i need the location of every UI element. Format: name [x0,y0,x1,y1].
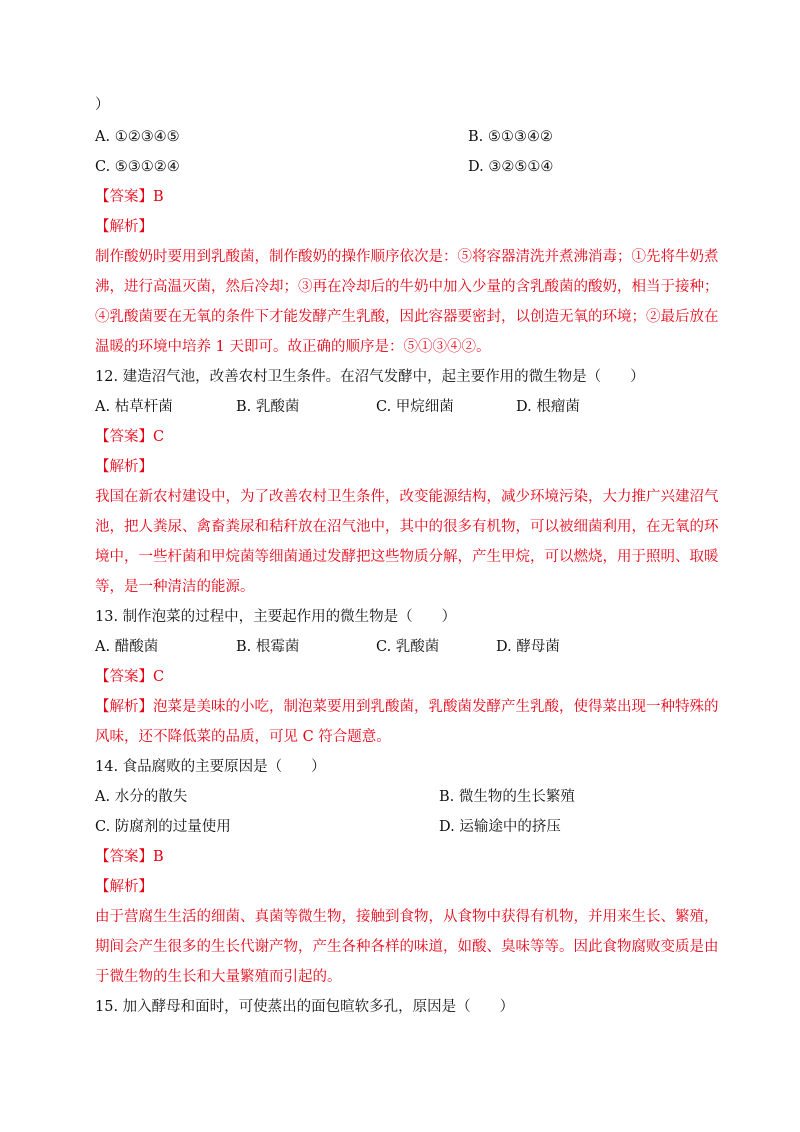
q13-analysis-line-1 [95,692,719,722]
q11-options-row-2 [95,152,712,182]
q13-option-b: B. 根霉菌 [236,639,300,655]
q13-options-row [95,632,712,662]
q12-analysis-line: 等，是一种清洁的能源。 [95,579,255,595]
q14-analysis-line: 期间会产生很多的生长代谢产物，产生各种各样的味道，如酸、臭味等等。因此食物腐败变质是由 [95,939,719,955]
q12-question: 12. 建造沼气池，改善农村卫生条件。在沼气发酵中，起主要作用的微生物是（ ） [95,369,645,385]
q13-question: 13. 制作泡菜的过程中，主要起作用的微生物是（ ） [95,609,457,625]
q11-option-c: C. ⑤③①②④ [95,159,180,175]
q14-question: 14. 食品腐败的主要原因是（ ） [95,759,326,775]
q11-analysis-line: ④乳酸菌要在无氧的条件下才能发酵产生乳酸，因此容器要密封，以创造无氧的环境；②最后放在 [95,309,719,325]
q12-option-b: B. 乳酸菌 [236,399,300,415]
q13-answer: 【答案】C [95,669,165,685]
q13-analysis-line-2: 风味，还不降低菜的品质，可见 C 符合题意。 [95,729,391,745]
q11-analysis-line: 沸，进行高温灭菌，然后冷却；③再在冷却后的牛奶中加入少量的含乳酸菌的酸奶，相当于接种； [95,279,719,295]
q14-options-row-1 [95,782,712,812]
q12-analysis-label: 【解析】 [95,459,153,475]
q11-answer: 【答案】B [95,189,164,205]
q11-analysis-line: 制作酸奶时要用到乳酸菌，制作酸奶的操作顺序依次是：⑤将容器清洗并煮沸消毒；①先将牛奶煮 [95,249,719,265]
q12-analysis-line: 我国在新农村建设中，为了改善农村卫生条件，改变能源结构，减少环境污染，大力推广兴建沼气 [95,489,719,505]
q13-option-d: D. 酵母菌 [496,639,560,655]
q11-option-b: B. ⑤①③④② [468,129,553,145]
q13-option-c: C. 乳酸菌 [376,639,440,655]
q15-question: 15. 加入酵母和面时，可使蒸出的面包暄软多孔，原因是（ ） [95,999,515,1015]
q13-analysis-label: 【解析】 [95,699,153,715]
q14-option-d: D. 运输途中的挤压 [439,819,561,835]
q11-question-tail: ） [95,97,110,113]
q14-analysis-label: 【解析】 [95,879,153,895]
q13-option-a: A. 醋酸菌 [95,639,159,655]
q14-option-b: B. 微生物的生长繁殖 [439,789,575,805]
q11-option-a: A. ①②③④⑤ [95,129,180,145]
q12-analysis-line: 境中，一些杆菌和甲烷菌等细菌通过发酵把这些物质分解，产生甲烷，可以燃烧，用于照明、取暖 [95,549,719,565]
q11-analysis-line: 温暖的环境中培养 1 天即可。故正确的顺序是：⑤①③④②。 [95,339,491,355]
q11-option-d: D. ③②⑤①④ [468,159,554,175]
q14-options-row-2 [95,812,712,842]
q14-analysis-line: 于微生物的生长和大量繁殖而引起的。 [95,969,342,985]
q12-option-d: D. 根瘤菌 [516,399,580,415]
q12-analysis-line: 池，把人粪尿、禽畜粪尿和秸秆放在沼气池中，其中的很多有机物，可以被细菌利用，在无氧的环 [95,519,719,535]
q12-answer: 【答案】C [95,429,165,445]
q14-option-c: C. 防腐剂的过量使用 [95,819,231,835]
q12-option-a: A. 枯草杆菌 [95,399,173,415]
q11-options-row-1 [95,122,712,152]
q14-answer: 【答案】B [95,849,164,865]
q12-options-row [95,392,712,422]
q12-option-c: C. 甲烷细菌 [376,399,454,415]
q11-analysis-label: 【解析】 [95,219,153,235]
q14-analysis-line: 由于营腐生生活的细菌、真菌等微生物，接触到食物，从食物中获得有机物，并用来生长、繁殖， [95,909,719,925]
q14-option-a: A. 水分的散失 [95,789,188,805]
q13-analysis-text: 泡菜是美味的小吃，制泡菜要用到乳酸菌，乳酸菌发酵产生乳酸，使得菜出现一种特殊的 [153,699,719,715]
